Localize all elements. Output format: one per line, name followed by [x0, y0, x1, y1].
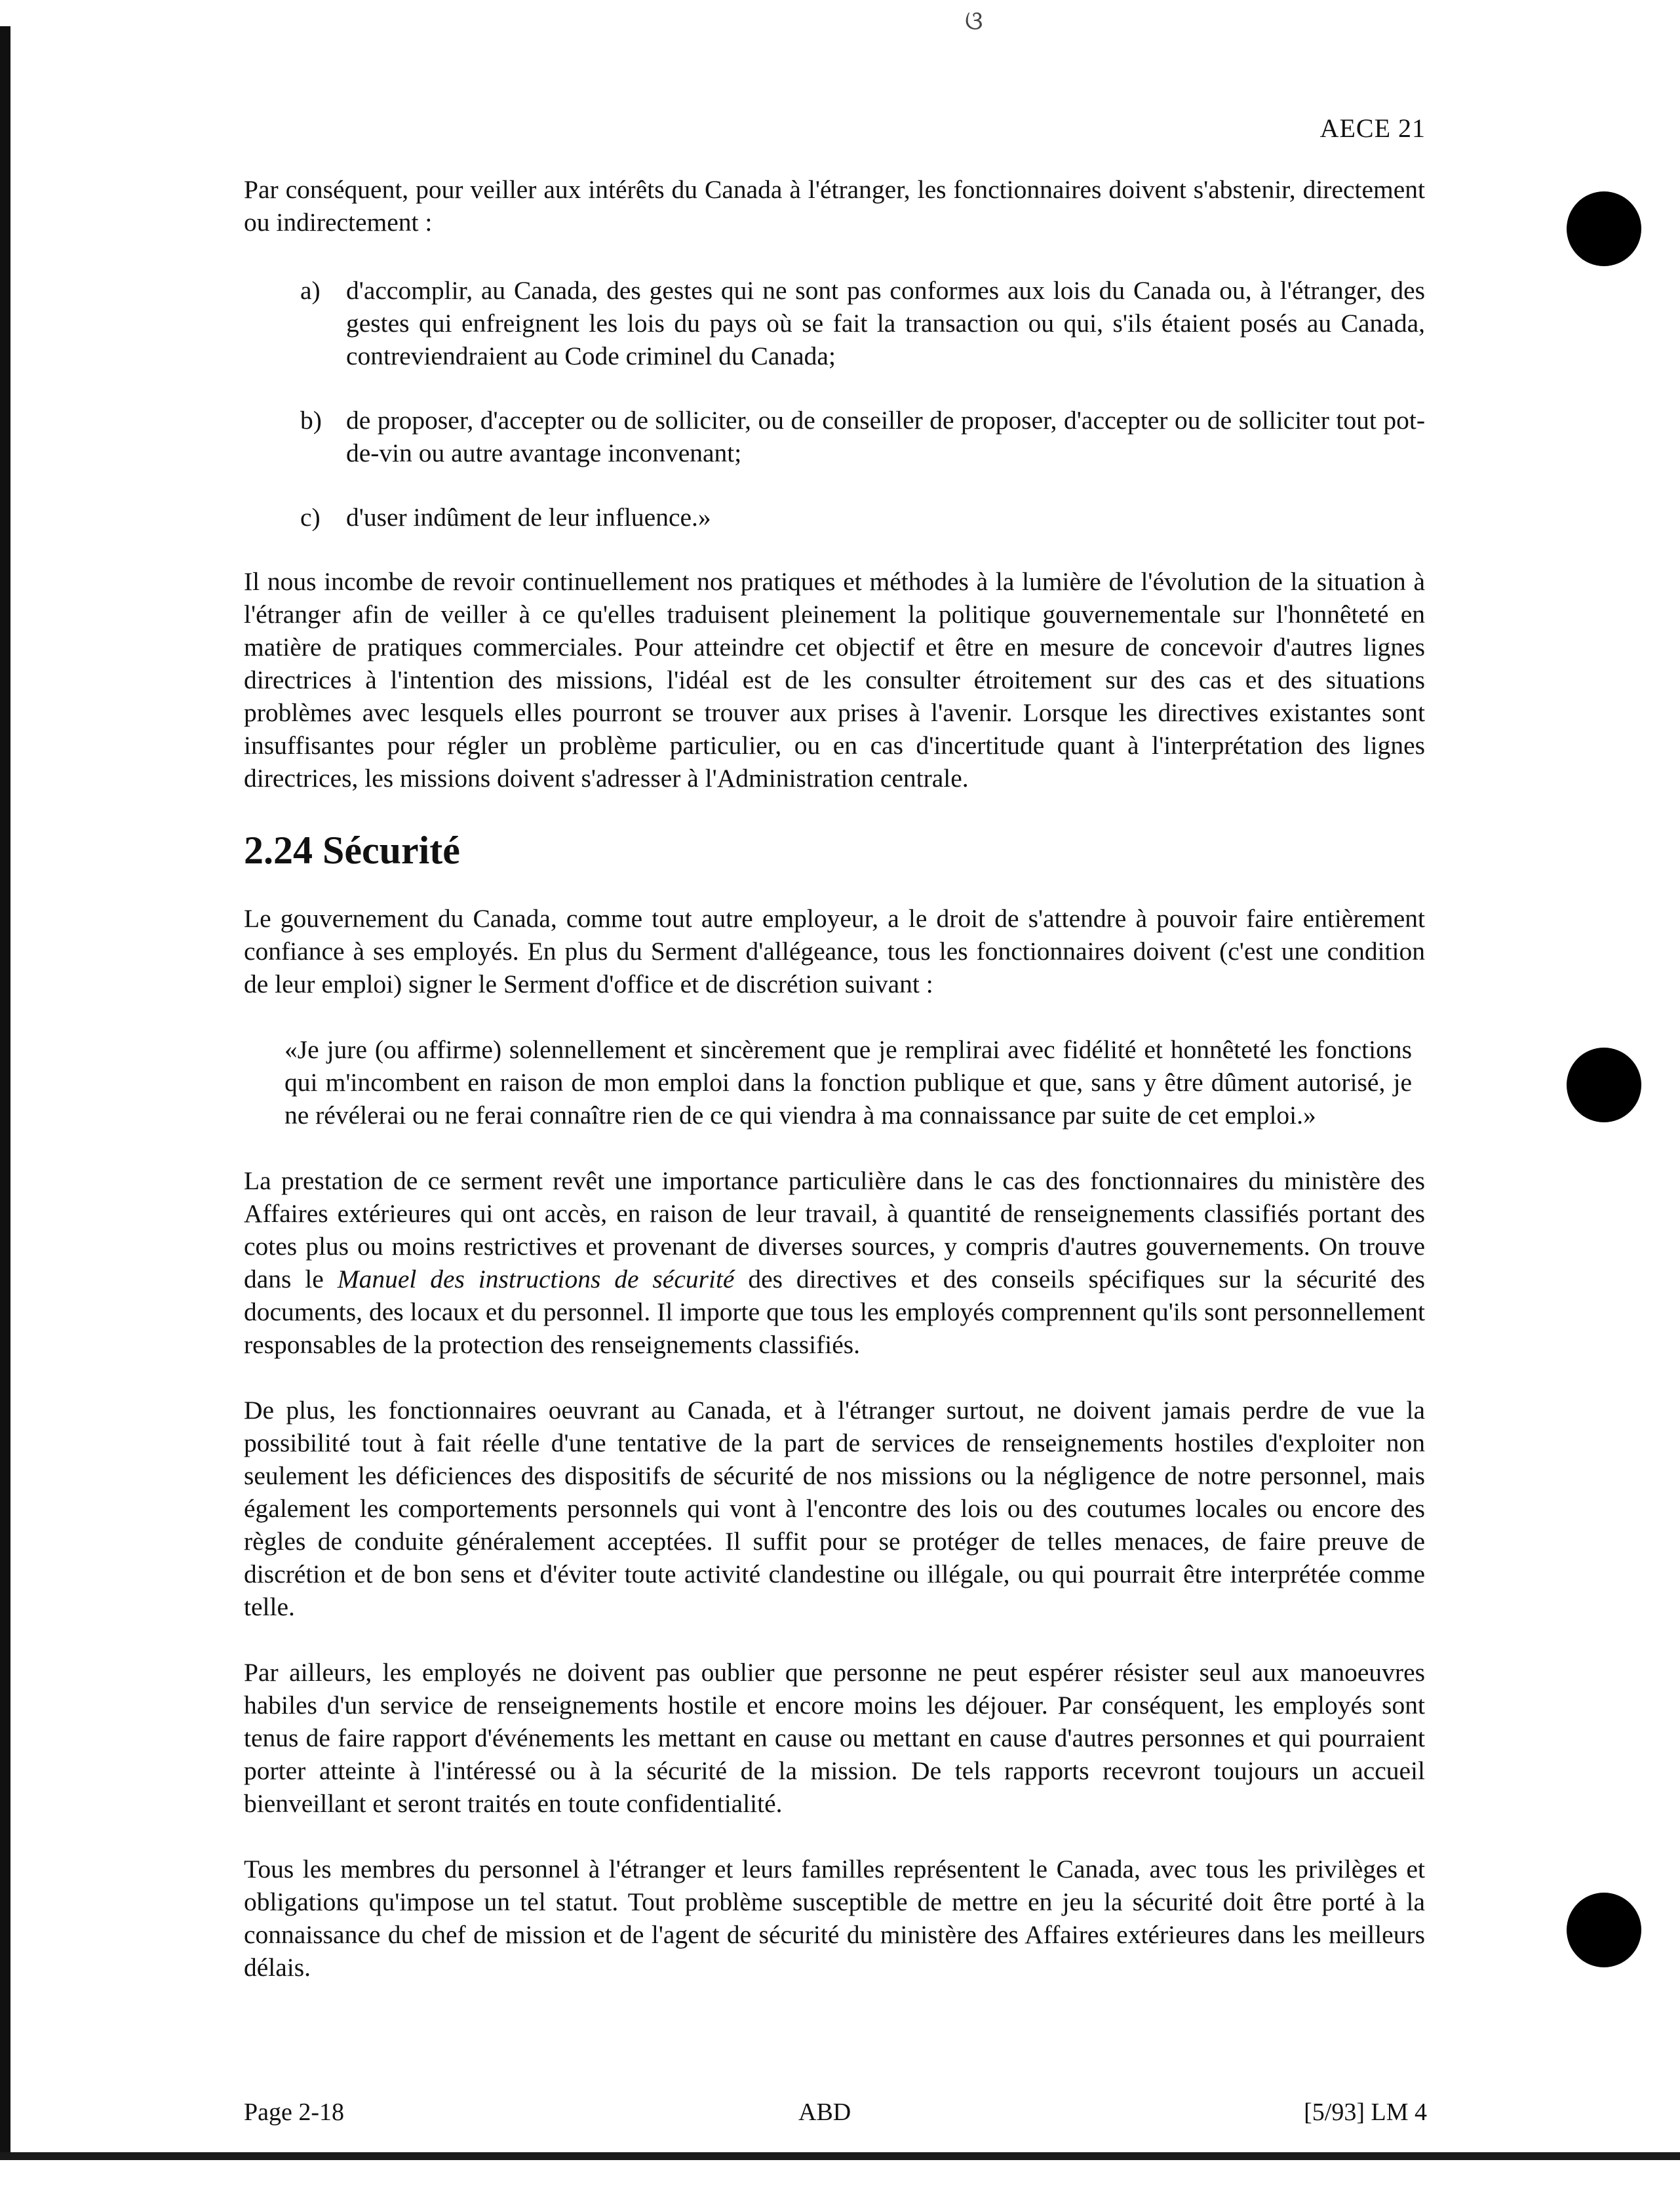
- footer-revision: [5/93] LM 4: [1304, 2098, 1427, 2126]
- list-item: [300, 404, 1425, 469]
- prohibitions-list: [244, 274, 1425, 534]
- prestation-paragraph: [244, 1164, 1425, 1361]
- membres-paragraph: Tous les membres du personnel à l'étranger et leurs familles représentent le Canada, avec tous les privilèges et obligations qu'impose un tel statut. Tout problème susceptible de mettre en jeu la sécurité doit être porté à la connaissance du chef de mission et de l'agent de sécurité du ministère des Affaires extérieures dans les meilleurs délais.: [244, 1855, 1425, 1982]
- list-item: [300, 501, 1425, 534]
- scan-edge-left: [0, 26, 10, 2154]
- list-marker: c): [300, 503, 321, 532]
- intro-paragraph: Par conséquent, pour veiller aux intérêts du Canada à l'étranger, les fonctionnaires doivent s'abstenir, directement ou indirectement :: [244, 175, 1425, 237]
- list-item-text: d'accomplir, au Canada, des gestes qui ne sont pas conformes aux lois du Canada ou, à l'étranger, des gestes qui enfreignent les lois du pays où se fait la transaction ou qui, s'ils étaient posés au Canada, contreviendraient au Code criminel du Canada;: [346, 276, 1425, 370]
- punch-hole-middle: [1567, 1048, 1641, 1122]
- list-marker: a): [300, 276, 321, 305]
- list-item-text: de proposer, d'accepter ou de solliciter, ou de conseiller de proposer, d'accepter ou de solliciter tout pot-de-vin ou autre avantage inconvenant;: [346, 406, 1425, 467]
- document-body: [244, 173, 1425, 2017]
- de-plus-paragraph: De plus, les fonctionnaires oeuvrant au Canada, et à l'étranger surtout, ne doivent jamais perdre de vue la possibilité tout à fait réelle d'une tentative de la part de services de renseignements hostiles d'exploiter non seulement les déficiences des dispositifs de sécurité de nos missions ou la négligence de notre personnel, mais également les comportements personnels qui vont à l'encontre des lois ou des coutumes locales ou encore des règles de conduite généralement acceptées. Il suffit pour se protéger de telles menaces, de faire preuve de discrétion et de bon sens et d'éviter toute activité clandestine ou illégale, ou qui pourrait être interprétée comme telle.: [244, 1396, 1425, 1621]
- section-title: Sécurité: [322, 829, 460, 872]
- list-item-text: d'user indûment de leur influence.»: [346, 503, 711, 532]
- review-paragraph: Il nous incombe de revoir continuellement nos pratiques et méthodes à la lumière de l'évolution de la situation à l'étranger afin de veiller à ce qu'elles traduisent pleinement la politique gouvernementale sur l'honnêteté en matière de pratiques commerciales. Pour atteindre cet objectif et être en mesure de concevoir d'autres lignes directrices à l'intention des missions, l'idéal est de les consulter étroitement sur des cas et des situations problèmes avec lesquels elles pourront se trouver aux prises à l'avenir. Lorsque les directives existantes sont insuffisantes pour régler un problème particulier, ou en cas d'incertitude quant à l'interprétation des lignes directrices, les missions doivent s'adresser à l'Administration centrale.: [244, 567, 1425, 793]
- prestation-text-end: des directives et des conseils spécifiques sur la sécurité des documents, des locaux et du personnel. Il importe que tous les employés comprennent qu'ils sont personnellement responsables de la protection des renseignements classifiés.: [244, 1265, 1425, 1359]
- section-heading: [244, 827, 1425, 873]
- footer-page-number: Page 2-18: [244, 2098, 345, 2126]
- top-scan-mark: ଓ: [965, 6, 983, 35]
- punch-hole-bottom: [1567, 1893, 1641, 1967]
- manual-title: Manuel des instructions de sécurité: [337, 1265, 735, 1293]
- prestation-text-start: La prestation de ce serment revêt une importance particulière dans le cas des fonctionnaires du ministère des Affaires extérieures qui ont accès, en raison de leur travail, à quantité de renseignements classifiés portant des cotes plus ou moins restrictives et provenant de diverses sources, y compris d'autres gouvernements. On trouve dans le: [244, 1166, 1425, 1293]
- footer-center-code: ABD: [798, 2098, 851, 2126]
- oath-intro-paragraph: Le gouvernement du Canada, comme tout autre employeur, a le droit de s'attendre à pouvoir faire entièrement confiance à ses employés. En plus du Serment d'allégeance, tous les fonctionnaires doivent (c'est une condition de leur emploi) signer le Serment d'office et de discrétion suivant :: [244, 904, 1425, 998]
- oath-quote: «Je jure (ou affirme) solennellement et sincèrement que je remplirai avec fidélité et honnêteté les fonctions qui m'incombent en raison de mon emploi dans la fonction publique et que, sans y être dûment autorisé, je ne révélerai ou ne ferai connaître rien de ce qui viendra à ma connaissance par suite de cet emploi.»: [284, 1035, 1412, 1130]
- punch-hole-top: [1567, 191, 1641, 266]
- scan-edge-bottom: [0, 2152, 1680, 2160]
- list-item: [300, 274, 1425, 372]
- section-number: 2.24: [244, 829, 313, 872]
- list-marker: b): [300, 406, 322, 435]
- document-code: AECE 21: [1319, 113, 1426, 143]
- par-ailleurs-paragraph: Par ailleurs, les employés ne doivent pas oublier que personne ne peut espérer résister seul aux manoeuvres habiles d'un service de renseignements hostile et encore moins les déjouer. Par conséquent, les employés sont tenus de faire rapport d'événements les mettant en cause ou mettant en cause d'autres personnes et qui pourraient porter atteinte à l'intéressé ou à la sécurité de la mission. De tels rapports recevront toujours un accueil bienveillant et seront traités en toute confidentialité.: [244, 1658, 1425, 1818]
